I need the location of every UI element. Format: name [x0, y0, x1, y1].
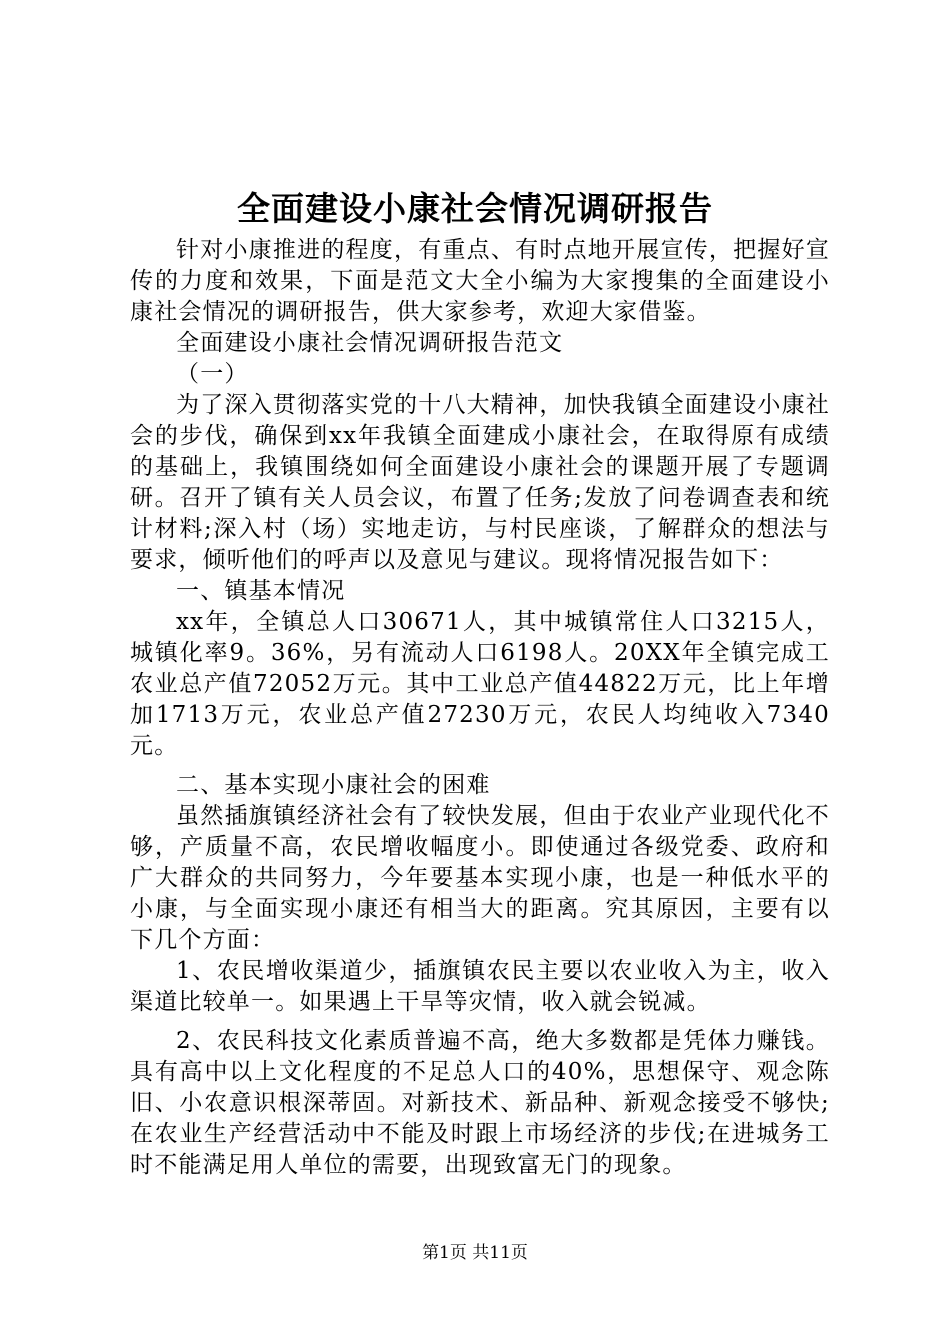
body-paragraph: 为了深入贯彻落实党的十八大精神，加快我镇全面建设小康社会的步伐，确保到xx年我镇全面建成小康社会，在取得原有成绩的基础上，我镇围绕如何全面建设小康社会的课题开展了专题调研。召开了镇有关人员会议，布置了任务;发放了问卷调查表和统计材料;深入村（场）实地走访，与村民座谈，了解群众的想法与要求，倾听他们的呼声以及意见与建议。现将情况报告如下： [130, 392, 830, 573]
page-footer: 第1页 共11页 [422, 1243, 528, 1263]
subtitle-paragraph: 全面建设小康社会情况调研报告范文 [176, 330, 564, 356]
list-item: 1、农民增收渠道少，插旗镇农民主要以农业收入为主，收入渠道比较单一。如果遇上干旱等灾情，收入就会锐减。 [130, 958, 830, 1015]
body-paragraph: xx年，全镇总人口30671人，其中城镇常住人口3215人，城镇化率9。36%，另有流动人口6198人。20XX年全镇完成工农业总产值72052万元。其中工业总产值44822万元，比上年增加1713万元，农业总产值27230万元，农民人均纯收入7340元。 [130, 609, 830, 759]
section-heading: 二、基本实现小康社会的困难 [176, 772, 491, 798]
document-body [130, 235, 830, 1181]
intro-paragraph: 针对小康推进的程度，有重点、有时点地开展宣传，把握好宣传的力度和效果，下面是范文大全小编为大家搜集的全面建设小康社会情况的调研报告，供大家参考，欢迎大家借鉴。 [130, 237, 830, 325]
section-number: （一） [176, 361, 249, 387]
list-item: 2、农民科技文化素质普遍不高，绝大多数都是凭体力赚钱。具有高中以上文化程度的不足总人口的40%，思想保守、观念陈旧、小农意识根深蒂固。对新技术、新品种、新观念接受不够快;在农业生产经营活动中不能及时跟上市场经济的步伐;在进城务工时不能满足用人单位的需要，出现致富无门的现象。 [130, 1028, 830, 1178]
section-heading: 一、镇基本情况 [176, 578, 346, 604]
document-title: 全面建设小康社会情况调研报告 [237, 189, 713, 228]
body-paragraph: 虽然插旗镇经济社会有了较快发展，但由于农业产业现代化不够，产质量不高，农民增收幅度小。即使通过各级党委、政府和广大群众的共同努力，今年要基本实现小康，也是一种低水平的小康，与全面实现小康还有相当大的距离。究其原因，主要有以下几个方面： [130, 803, 830, 953]
